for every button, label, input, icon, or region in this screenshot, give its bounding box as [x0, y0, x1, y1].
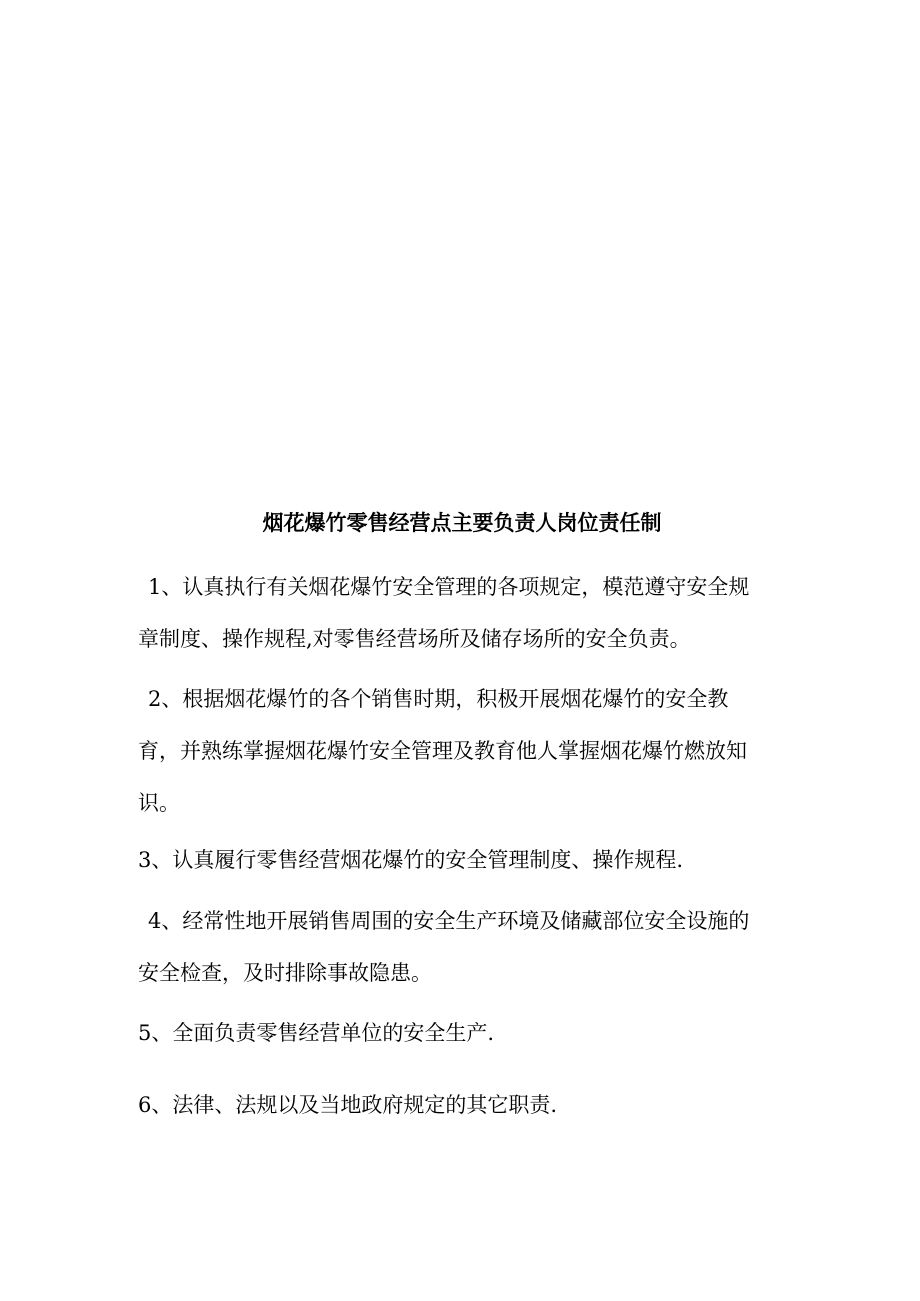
responsibility-item-3	[138, 834, 778, 886]
item-1-line-1: 1、认真执行有关烟花爆竹安全管理的各项规定，模范遵守安全规	[148, 575, 750, 599]
item-2-line-3: 识。	[138, 791, 180, 815]
item-2-line-2: 育，并熟练掌握烟花爆竹安全管理及教育他人掌握烟花爆竹燃放知	[138, 739, 747, 763]
responsibility-item-2	[138, 673, 778, 829]
item-3-line-1: 3、认真履行零售经营烟花爆竹的安全管理制度、操作规程.	[138, 848, 684, 872]
item-6-line-1: 6、法律、法规以及当地政府规定的其它职责.	[138, 1093, 558, 1117]
item-4-line-1: 4、经常性地开展销售周围的安全生产环境及储藏部位安全设施的	[148, 909, 750, 933]
responsibility-item-6	[138, 1079, 778, 1131]
item-1-line-2: 章制度、操作规程,对零售经营场所及储存场所的安全负责。	[138, 627, 691, 651]
responsibility-item-1	[138, 561, 778, 665]
document-title: 烟花爆竹零售经营点主要负责人岗位责任制	[262, 510, 662, 535]
item-5-line-1: 5、全面负责零售经营单位的安全生产.	[138, 1021, 495, 1045]
responsibility-item-4	[138, 895, 778, 999]
item-2-line-1: 2、根据烟花爆竹的各个销售时期，积极开展烟花爆竹的安全教	[148, 687, 729, 711]
responsibility-item-5	[138, 1007, 778, 1059]
item-4-line-2: 安全检查，及时排除事故隐患。	[138, 961, 432, 985]
